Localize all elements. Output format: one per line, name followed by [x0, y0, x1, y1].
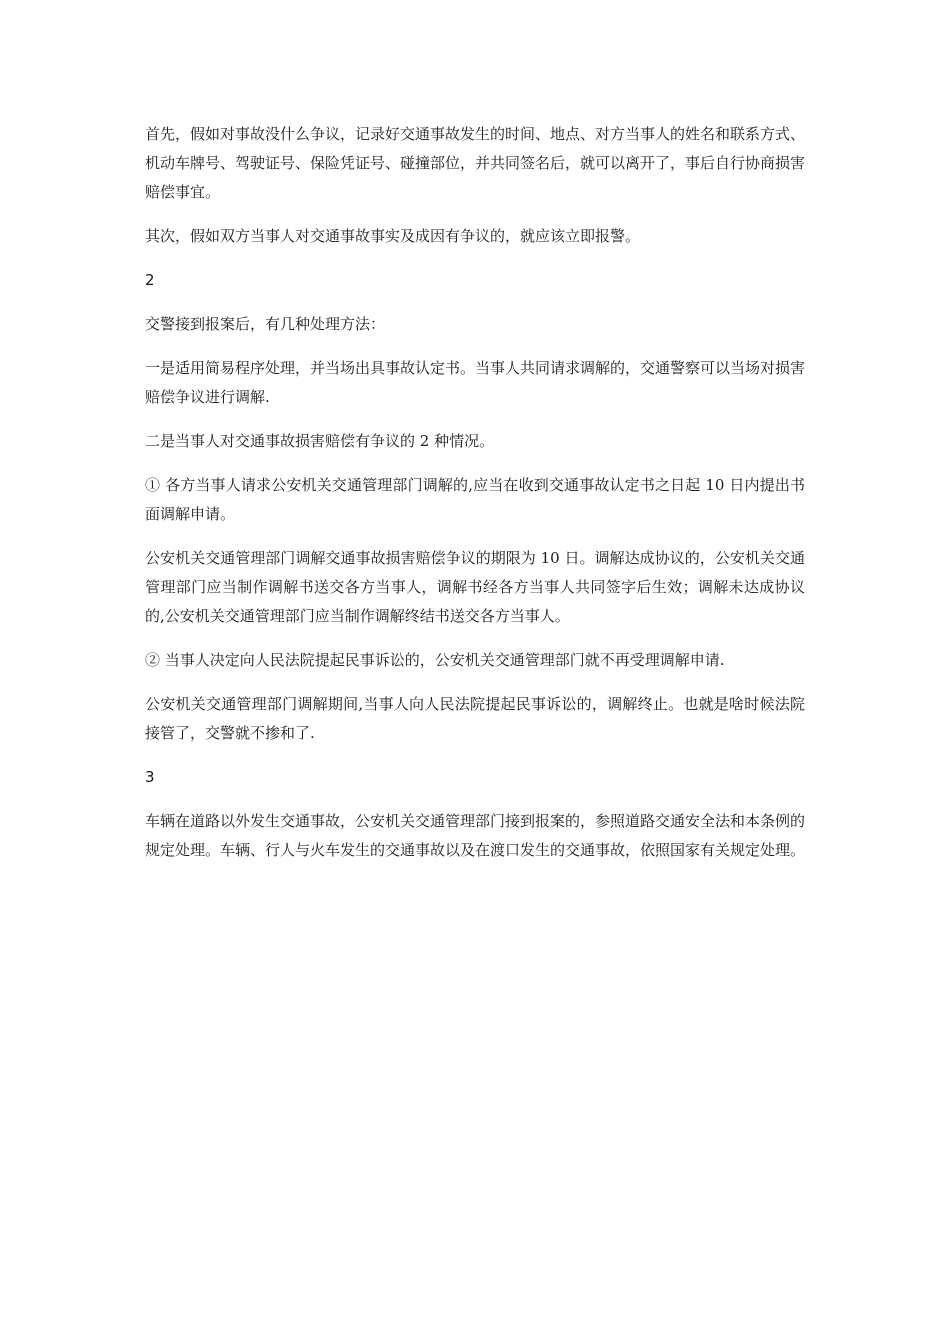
section-number-2: 2	[145, 271, 155, 289]
paragraph-3: 交警接到报案后，有几种处理方法：	[145, 315, 386, 333]
paragraph-4: 一是适用简易程序处理，并当场出具事故认定书。当事人共同请求调解的，交通警察可以当场对损害赔偿争议进行调解.	[145, 359, 806, 406]
document-body	[145, 120, 805, 880]
paragraph-5: 二是当事人对交通事故损害赔偿有争议的 2 种情况。	[145, 432, 495, 450]
paragraph-1: 首先，假如对事故没什么争议，记录好交通事故发生的时间、地点、对方当事人的姓名和联系方式、机动车牌号、驾驶证号、保险凭证号、碰撞部位，并共同签名后，就可以离开了，事后自行协商损害赔偿事宜。	[145, 125, 806, 201]
paragraph-6: ① 各方当事人请求公安机关交通管理部门调解的,应当在收到交通事故认定书之日起 10 日内提出书面调解申请。	[145, 476, 805, 523]
paragraph-7: 公安机关交通管理部门调解交通事故损害赔偿争议的期限为 10 日。调解达成协议的，公安机关交通管理部门应当制作调解书送交各方当事人，调解书经各方当事人共同签字后生效；调解未达成协议的,公安机关交通管理部门应当制作调解终结书送交各方当事人。	[145, 549, 805, 625]
paragraph-9: 公安机关交通管理部门调解期间,当事人向人民法院提起民事诉讼的，调解终止。也就是啥时候法院接管了，交警就不掺和了.	[145, 695, 805, 742]
paragraph-10: 车辆在道路以外发生交通事故，公安机关交通管理部门接到报案的，参照道路交通安全法和本条例的规定处理。车辆、行人与火车发生的交通事故以及在渡口发生的交通事故，依照国家有关规定处理。	[145, 812, 806, 859]
section-number-3: 3	[145, 768, 155, 786]
paragraph-2: 其次，假如双方当事人对交通事故事实及成因有争议的，就应该立即报警。	[145, 227, 641, 245]
paragraph-8: ② 当事人决定向人民法院提起民事诉讼的，公安机关交通管理部门就不再受理调解申请.	[145, 651, 725, 669]
